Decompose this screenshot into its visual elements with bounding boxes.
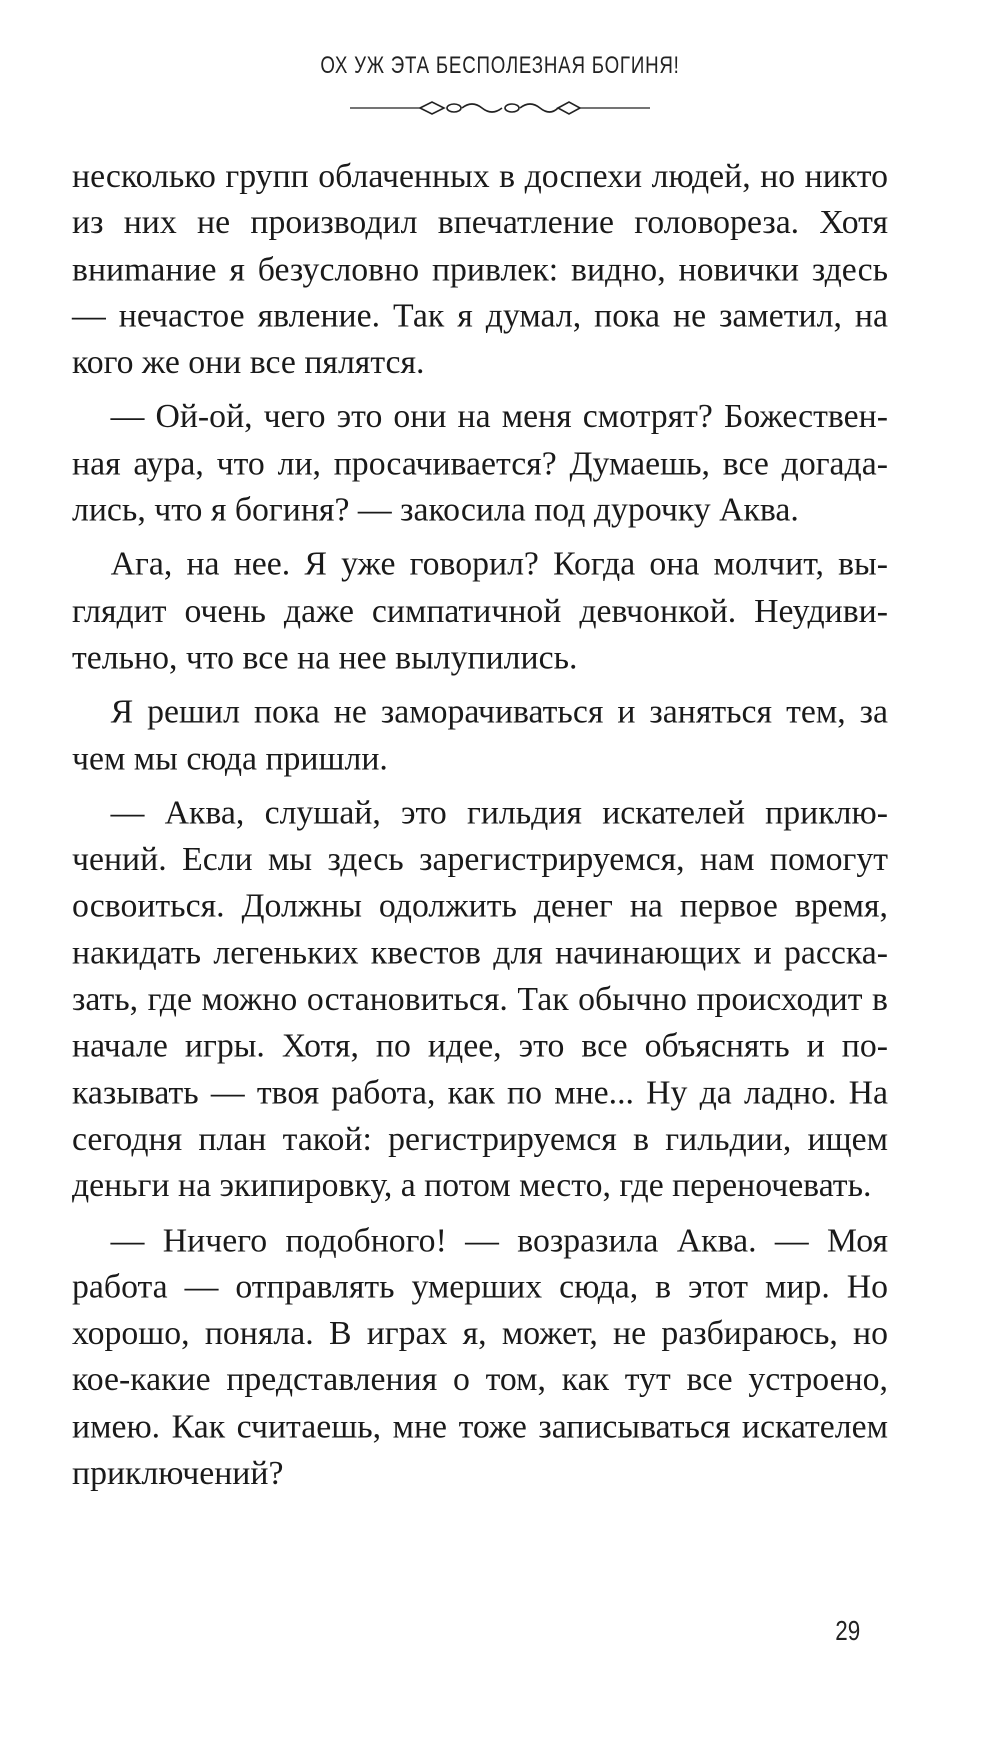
- ornament-icon: [0, 96, 1000, 120]
- paragraph: Я решил пока не заморачиваться и заняться тем, за чем мы сюда пришли.: [72, 692, 888, 777]
- page-number: 29: [835, 1615, 860, 1646]
- paragraph: — Ничего подобного! — возразила Аква. — Моя работа — отправлять умерших сюда, в этот мир. Но хорошо, поняла. В играх я, может, не разбираюсь, но кое-какие представления о том, как тут все устроено, имею. Как считаешь, мне тоже записываться искателем приключений?: [72, 1220, 888, 1492]
- paragraph: Ага, на нее. Я уже говорил? Когда она молчит, выглядит очень даже симпатичной девчонкой. Неудивительно, что все на нее вылупились.: [72, 545, 888, 677]
- running-head: ОХ УЖ ЭТА БЕСПОЛЕЗНАЯ БОГИНЯ!: [320, 52, 680, 79]
- paragraph: — Ой-ой, чего это они на меня смотрят? Божественная аура, что ли, просачивается? Думаешь, все догадались, что я богиня? — закосила под дурочку Аква.: [72, 397, 888, 529]
- paragraph: — Аква, слушай, это гильдия искателей приключений. Если мы здесь зарегистрируемся, нам помогут освоиться. Должны одолжить денег на первое время, накидать легеньких квестов для начинающих и рассказать, где можно остановиться. Так обычно происходит в начале игры. Хотя, по идее, это все объяснять и показывать — твоя работа, как по мне... Ну да ладно. На сегодня план такой: регистрируемся в гильдии, ищем деньги на экипировку, а потом место, где переночевать.: [72, 793, 888, 1205]
- page-body: [72, 153, 888, 1497]
- paragraph: несколько групп облаченных в доспехи людей, но никто из них не производил впечатление головореза. Хотя вниmание я безусловно привлек: видно, новички здесь — нечастое явление. Так я думал, пока не заметил, на кого же они все пялятся.: [72, 156, 888, 381]
